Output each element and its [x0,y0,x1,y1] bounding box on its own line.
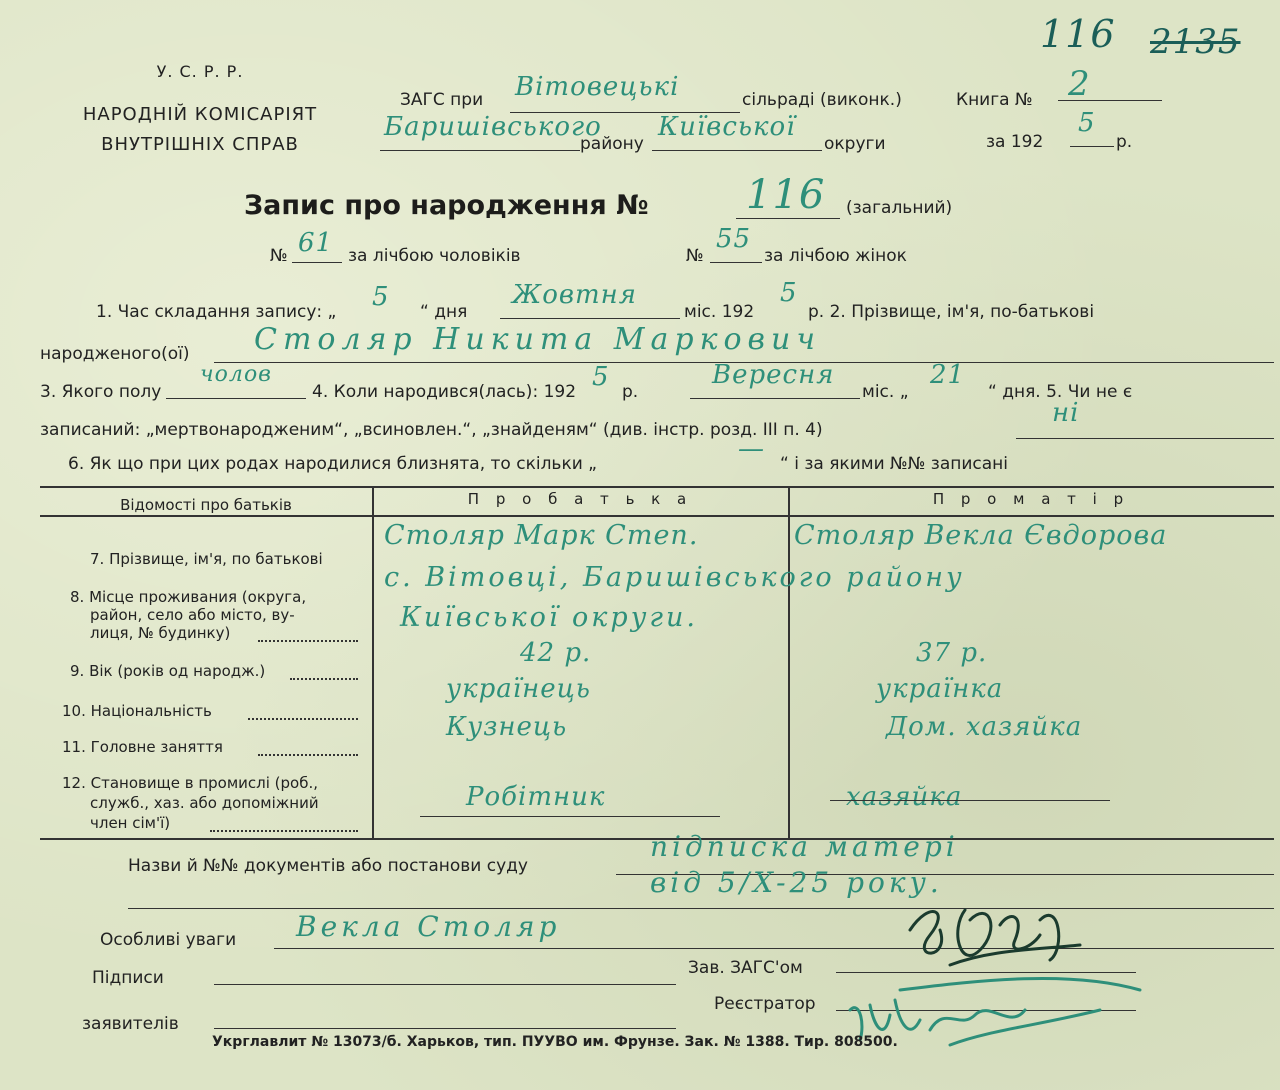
row7-label: 7. Прізвище, ім'я, по батькові [90,550,323,568]
field4-label: 4. Коли народився(лась): 192 [312,382,577,402]
field4-r: р. [622,382,639,402]
father-occupation: Кузнець [446,712,568,742]
usrr-label: У. С. Р. Р. [156,62,244,81]
women-number-value: 55 [716,224,752,254]
women-label: за лічбою жінок [764,246,907,266]
record-number-value: 116 [746,172,826,218]
zags-prefix: ЗАГС при [400,90,484,110]
field6-value: — [738,434,765,464]
mother-age: 37 р. [916,638,988,668]
field5-line [1016,438,1274,439]
docs-value2: від 5/X-25 року. [650,866,943,899]
head-label: Зав. ЗАГС'ом [688,958,803,978]
address-line2: Київської округи. [400,602,698,633]
zags-place-value: Вітовецькі [515,72,680,102]
women-prefix: № [686,246,704,266]
field4-after: “ дня. 5. Чи не є [988,382,1133,402]
men-prefix: № [270,246,288,266]
okruga-label: округи [824,134,886,154]
notes-label: Особливі уваги [100,930,237,950]
field1-day: 5 [372,282,390,312]
mother-nationality: українка [876,674,1004,704]
row11-dots [258,754,358,756]
row11-label: 11. Головне заняття [62,738,223,756]
table-col-divider-1 [372,486,374,838]
field6-after: “ і за якими №№ записані [780,454,1009,474]
row8-label-c: лиця, № будинку) [90,624,231,642]
corner-number: 116 [1040,12,1116,56]
row8-label-b: район, село або місто, ву- [90,606,295,624]
row10-label: 10. Національність [62,702,212,720]
row8-dots [258,640,358,642]
field1-year: 5 [780,278,798,308]
year-line [1070,146,1114,147]
record-general: (загальний) [846,198,953,218]
address-line1: с. Вітовці, Баришівського району [384,562,965,593]
field4-month-line [690,398,860,399]
signatures-label-2: заявителів [82,1014,179,1034]
field2-label: народженого(ої) [40,344,190,364]
mother-status-line [830,800,1110,801]
row9-label: 9. Вік (років од нарoдж.) [70,662,266,680]
notes-line [274,948,1274,949]
field3-label: 3. Якого полу [40,382,162,402]
year-prefix: за 192 [986,132,1044,152]
row12-label-a: 12. Становище в промислі (роб., [62,774,319,792]
table-header-border [40,515,1274,517]
row9-dots [290,678,358,680]
raion-value: Баришівського [384,112,602,142]
father-status: Робітник [466,782,606,812]
field3-line [166,398,306,399]
field4-month: Вересня [712,360,835,390]
book-label: Книга № [956,90,1033,110]
raion-line [380,150,580,151]
field3-value: чолов [200,362,272,387]
field4-month-label: міс. „ [862,382,909,402]
father-status-line [420,816,720,817]
women-number-line [710,262,762,263]
raion-label: району [580,134,644,154]
men-number-line [292,262,342,263]
corner-number-crossed: 2135 [1150,22,1241,62]
field6-label: 6. Як що при цих родах народилися близнята, то скільки „ [68,454,597,474]
docs-value1: підписка матері [650,830,959,863]
mother-status: хазяйка [846,782,963,812]
row8-label-a: 8. Місце проживания (округа, [70,588,307,606]
field5-label: записаний: „мертвонародженим“, „всиновлен.“, „знайденям“ (див. інстр. розд. III п. 4) [40,420,823,440]
col-father-header: П р о б а т ь к а [467,490,693,508]
row12-label-c: член сім'ї) [90,814,171,832]
field1-after: р. 2. Прізвище, ім'я, по-батькові [808,302,1095,322]
year-value: 5 [1078,108,1096,138]
year-suffix: р. [1116,132,1133,152]
row12-dots [210,830,358,832]
okruga-value: Київської [658,112,796,142]
field1-prefix: 1. Час складання запису: „ [96,302,337,322]
men-number-value: 61 [298,228,334,258]
record-number-line [736,218,840,219]
field2-value: Столяр Никита Маркович [254,322,821,357]
field1-month-line [500,318,680,319]
men-label: за лічбою чоловіків [348,246,521,266]
notes-value: Векла Столяр [296,910,561,943]
father-name: Столяр Марк Степ. [384,520,699,551]
field1-month: Жовтня [512,280,637,310]
father-nationality: українець [446,674,591,704]
row12-label-b: служб., хаз. або допоміжний [90,794,319,812]
okruga-line [652,150,822,151]
docs-label: Назви й №№ документів або постанови суду [128,856,528,876]
mother-occupation: Дом. хазяйка [886,712,1083,742]
head-signature [890,890,1090,980]
signatures-label-1: Підписи [92,968,164,988]
zags-suffix: сільраді (виконк.) [742,90,902,110]
table-top-border [40,486,1274,488]
field1-month-label: міс. 192 [684,302,755,322]
commissariat-line1: НАРОДНІЙ КОМІСАРІЯТ [82,104,318,125]
imprint: Укрглавлит № 13073/б. Харьков, тип. ПУУВО им. Фрунзе. Зак. № 1388. Тир. 808500. [212,1034,898,1050]
field4-day: 21 [930,360,966,390]
book-value: 2 [1068,64,1091,104]
record-title: Запис про народження № [244,190,649,221]
signature-line-2 [214,1028,676,1029]
registrar-label: Реєстратор [714,994,816,1014]
col-info-header: Відомості про батьків [120,496,292,514]
docs-line2 [128,908,1274,909]
field5-value: ні [1052,398,1080,428]
mother-name: Столяр Векла Євдорова [794,520,1168,551]
field4-year: 5 [592,362,610,392]
field1-day-label: “ дня [420,302,468,322]
col-mother-header: П р о м а т і р [932,490,1130,508]
table-col-divider-2 [788,486,790,838]
commissariat-line2: ВНУТРІШНІХ СПРАВ [101,134,299,155]
father-age: 42 р. [520,638,592,668]
signature-line-1 [214,984,676,985]
row10-dots [248,718,358,720]
